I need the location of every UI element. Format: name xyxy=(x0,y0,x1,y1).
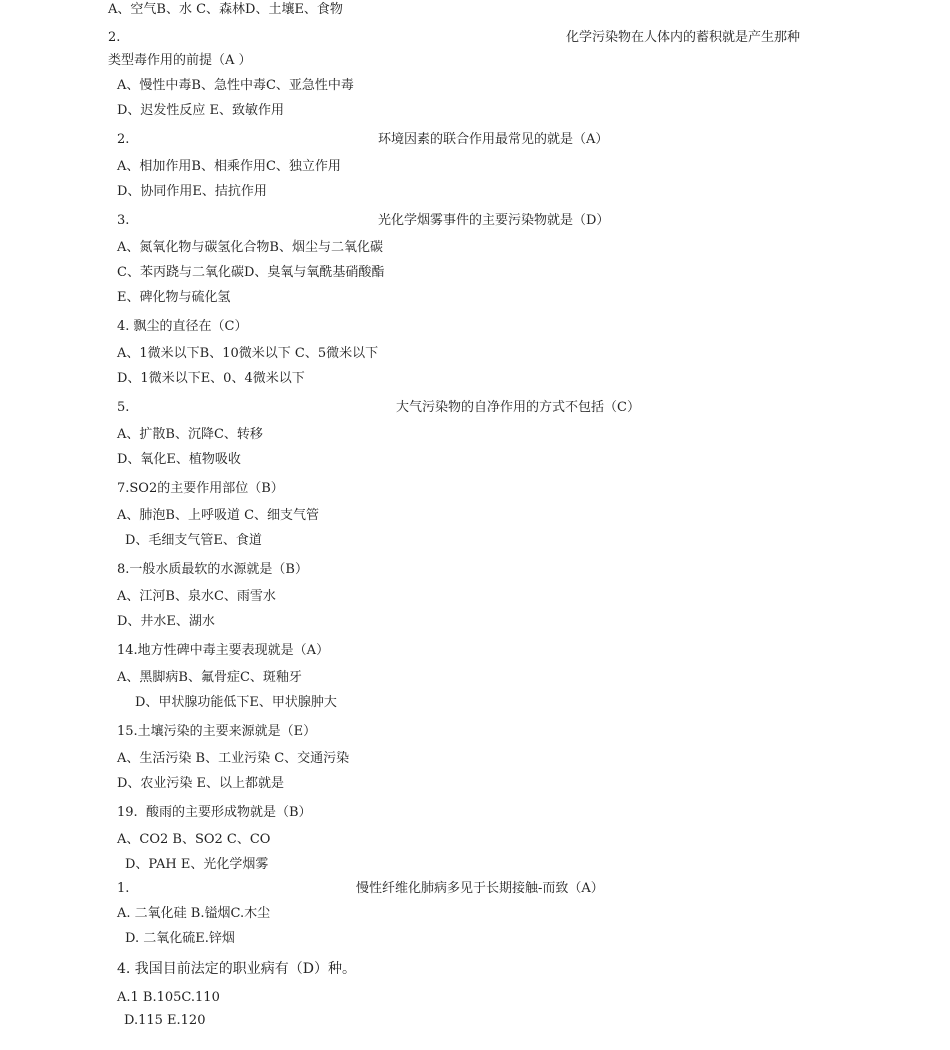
option-line: D、PAH E、光化学烟雾 xyxy=(125,857,269,872)
option-line: D. 二氧化硫E.锌烟 xyxy=(125,931,235,946)
option-line: C、苯丙跷与二氧化碳D、臭氧与氧酰基硝酸酯 xyxy=(117,265,385,280)
option-line: A. 二氧化硅 B.镒烟C.木尘 xyxy=(117,906,271,921)
option-line: D、井水E、湖水 xyxy=(117,614,215,629)
option-line: A、空气B、水 C、森林D、土壤E、食物 xyxy=(108,2,343,17)
question-number: 3. xyxy=(117,213,130,228)
option-line: E、碑化物与硫化氢 xyxy=(117,290,231,305)
option-line: A、黑脚病B、氟骨症C、斑釉牙 xyxy=(117,670,302,685)
option-line: A、江河B、泉水C、雨雪水 xyxy=(117,589,276,604)
question-text: 类型毒作用的前提（A ） xyxy=(108,53,252,68)
option-line: A、慢性中毒B、急性中毒C、亚急性中毒 xyxy=(117,78,354,93)
question-number: 1. xyxy=(117,881,130,896)
question-text: 4. 我国目前法定的职业病有（D）种。 xyxy=(117,961,357,977)
option-line: A、肺泡B、上呼吸道 C、细支气管 xyxy=(117,508,320,523)
question-number: 2. xyxy=(108,30,121,45)
question-text: 14.地方性碑中毒主要表现就是（A） xyxy=(117,643,330,658)
question-text: 19. 酸雨的主要形成物就是（B） xyxy=(117,805,312,820)
option-line: A、生活污染 B、工业污染 C、交通污染 xyxy=(117,751,350,766)
option-line: A.1 B.105C.110 xyxy=(117,990,220,1005)
question-text: 慢性纤维化肺病多见于长期接触-而致（A） xyxy=(356,881,604,896)
option-line: A、1微米以下B、10微米以下 C、5微米以下 xyxy=(117,346,379,361)
option-line: D.115 E.120 xyxy=(124,1013,206,1028)
question-text: 化学污染物在人体内的蓄积就是产生那种 xyxy=(566,30,801,45)
question-text: 环境因素的联合作用最常见的就是（A） xyxy=(378,132,609,147)
question-text: 15.土壤污染的主要来源就是（E） xyxy=(117,724,317,739)
option-line: A、氮氧化物与碳氢化合物B、烟尘与二氧化碳 xyxy=(117,240,383,255)
question-text: 8.一般水质最软的水源就是（B） xyxy=(117,562,308,577)
question-number: 2. xyxy=(117,132,130,147)
option-line: D、农业污染 E、以上都就是 xyxy=(117,776,285,791)
option-line: A、扩散B、沉降C、转移 xyxy=(117,427,263,442)
option-line: A、CO2 B、SO2 C、CO xyxy=(117,832,271,847)
option-line: A、相加作用B、相乘作用C、独立作用 xyxy=(117,159,341,174)
question-text: 大气污染物的自净作用的方式不包括（C） xyxy=(396,400,640,415)
option-line: D、毛细支气管E、食道 xyxy=(125,533,262,548)
option-line: D、氧化E、植物吸收 xyxy=(117,452,241,467)
option-line: D、甲状腺功能低下E、甲状腺肿大 xyxy=(135,695,337,710)
question-number: 5. xyxy=(117,400,130,415)
question-text: 7.SO2的主要作用部位（B） xyxy=(117,481,284,496)
option-line: D、协同作用E、拮抗作用 xyxy=(117,184,267,199)
question-text: 4. 飘尘的直径在（C） xyxy=(117,319,248,334)
option-line: D、1微米以下E、0、4微米以下 xyxy=(117,371,305,386)
question-text: 光化学烟雾事件的主要污染物就是（D） xyxy=(378,213,610,228)
option-line: D、迟发性反应 E、致敏作用 xyxy=(117,103,285,118)
